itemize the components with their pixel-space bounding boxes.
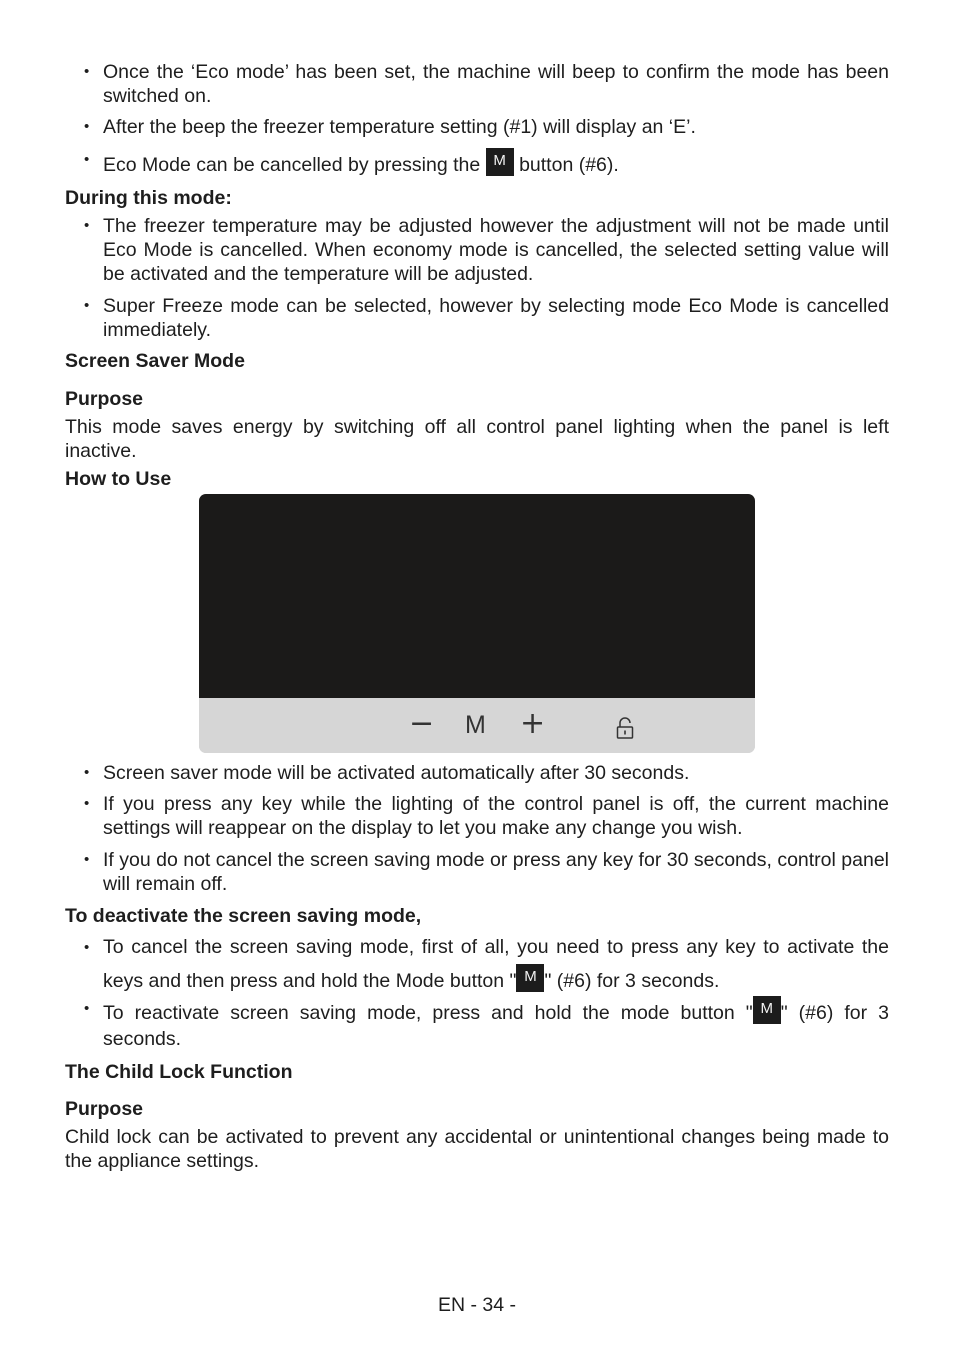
screen-saver-purpose-heading: Purpose — [65, 388, 144, 410]
deactivate-bullet-2-text: To reactivate screen saving mode, press and hold the mode button " — [103, 1002, 753, 1024]
m-key-icon: M — [516, 964, 544, 992]
how-to-use-heading: How to Use — [65, 468, 172, 490]
eco-bullet-1: • Once the ‘Eco mode’ has been set, the machine will beep to confirm the mode has been switched on. — [84, 60, 889, 108]
screen-saver-heading: Screen Saver Mode — [65, 350, 245, 372]
screen-saver-purpose-text: This mode saves energy by switching off all control panel lighting when the panel is left inactive. — [65, 416, 889, 462]
during-bullet-2: • Super Freeze mode can be selected, however by selecting mode Eco Mode is cancelled immediately. — [84, 294, 889, 342]
deactivate-heading: To deactivate the screen saving mode, — [65, 905, 422, 927]
child-lock-purpose-text: Child lock can be activated to prevent any accidental or unintentional changes being made to the appliance settings. — [65, 1126, 889, 1172]
control-panel-illustration — [199, 494, 755, 753]
button-bar — [199, 698, 755, 753]
deactivate-bullet-2-text-end: " (#6) for 3 seconds. — [103, 1002, 889, 1050]
plus-button-icon: + — [520, 706, 546, 741]
child-lock-heading: The Child Lock Function — [65, 1061, 293, 1083]
mode-button-icon: M — [465, 711, 486, 739]
screen-saver-bullet-2: • If you press any key while the lighting of the control panel is off, the current machine settings will reappear on the display to let you make any change you wish. — [84, 792, 889, 840]
screen-saver-bullet-3: • If you do not cancel the screen saving mode or press any key for 30 seconds, control panel will remain off. — [84, 848, 889, 896]
eco-bullet-3-text: Eco Mode can be cancelled by pressing the — [103, 154, 486, 176]
during-heading: During this mode: — [65, 187, 232, 209]
m-key-icon: M — [486, 148, 514, 176]
m-key-icon: M — [753, 996, 781, 1024]
deactivate-bullet-2 — [84, 996, 889, 1052]
child-lock-purpose-heading: Purpose — [65, 1098, 144, 1120]
eco-bullet-2: • After the beep the freezer temperature setting (#1) will display an ‘E’. — [84, 115, 889, 139]
deactivate-bullet-1-text-end: " (#6) for 3 seconds. — [544, 970, 720, 992]
minus-button-icon: − — [409, 706, 435, 741]
deactivate-bullet-1 — [84, 931, 889, 998]
eco-bullet-3-text-end: button (#6). — [513, 154, 619, 176]
page-number: EN - 34 - — [437, 1294, 517, 1316]
during-bullet-1: • The freezer temperature may be adjusted however the adjustment will not be made until Eco Mode is cancelled. When economy mode is cancelled, the selected setting value will be activated and the temperature will be adjusted. — [84, 214, 889, 286]
display-screen — [199, 494, 755, 698]
deactivate-bullet-1-text: To cancel the screen saving mode, first of all, you need to press any key to activate the keys and then press and hold the Mode button " — [103, 936, 889, 992]
screen-saver-bullet-1: • Screen saver mode will be activated automatically after 30 seconds. — [84, 761, 889, 785]
padlock-icon — [615, 716, 635, 740]
eco-bullet-3 — [84, 148, 889, 177]
